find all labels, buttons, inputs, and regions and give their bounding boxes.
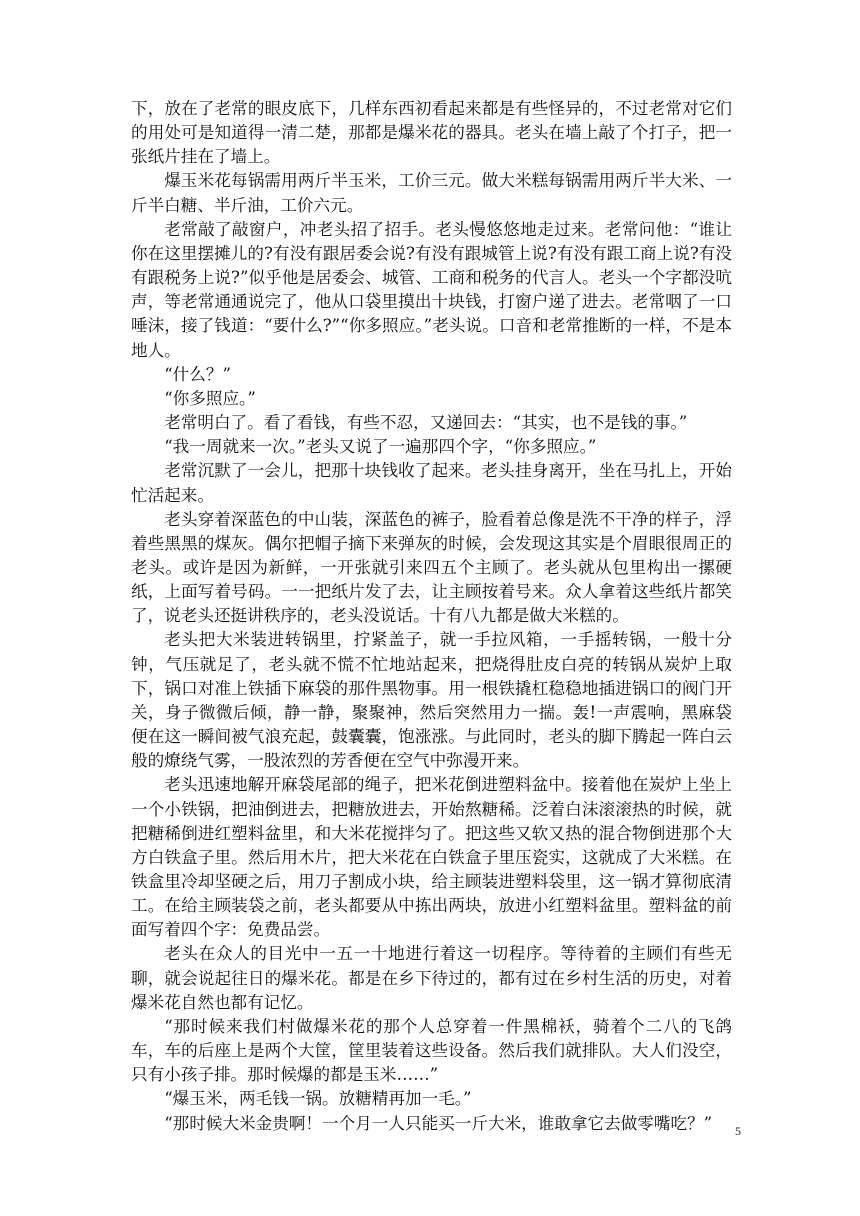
paragraph: 老头穿着深蓝色的中山装，深蓝色的裤子，脸看着总像是洗不干净的样子，浮着些黑黑的煤灰。偶尔把帽子摘下来弹灰的时候，会发现这其实是个眉眼很周正的老头。或许是因为新鲜，一开张就引来四五个主顾了。老头就从包里构出一摞硬纸，上面写着号码。一一把纸片发了去，让主顾按着号来。众人拿着这些纸片都笑了，说老头还挺讲秩序的，老头没说话。十有八九都是做大米糕的。: [131, 509, 732, 626]
paragraph: “那时候来我们村做爆米花的那个人总穿着一件黑棉袄，骑着个二八的飞鸽车，车的后座上是两个大筐，筐里装着这些设备。然后我们就排队。大人们没空，只有小孩子排。那时候爆的都是玉米……”: [131, 1016, 732, 1085]
paragraph: 老常敲了敲窗户，冲老头招了招手。老头慢悠悠地走过来。老常问他：“谁让你在这里摆摊儿的?有没有跟居委会说?有没有跟城管上说?有没有跟工商上说?有没有跟税务上说?”似乎他是居委会、城管、工商和税务的代言人。老头一个字都没吭声，等老常通通说完了，他从口袋里摸出十块钱，打窗户递了进去。老常咽了一口唾沫，接了钱道：“要什么?”“你多照应。”老头说。口音和老常推断的一样，不是本地人。: [131, 219, 732, 360]
paragraph: 老头迅速地解开麻袋尾部的绳子，把米花倒进塑料盆中。接着他在炭炉上坐上一个小铁锅，把油倒进去，把糖放进去，开始熬糖稀。泛着白沫滚滚热的时候，就把糖稀倒进红塑料盆里，和大米花搅拌匀了。把这些又软又热的混合物倒进那个大方白铁盒子里。然后用木片，把大米花在白铁盒子里压瓷实，这就成了大米糕。在铁盒里冷却坚硬之后，用刀子割成小块，给主顾装进塑料袋里，这一锅才算彻底清工。在给主顾装袋之前，老头都要从中拣出两块，放进小红塑料盆里。塑料盆的前面写着四个字：免费品尝。: [131, 775, 732, 940]
paragraph: 老常明白了。看了看钱，有些不忍，又递回去：“其实，也不是钱的事。”: [164, 413, 688, 433]
paragraph: 爆玉米花每锅需用两斤半玉米，工价三元。做大米糕每锅需用两斤半大米、一斤半白糖、半斤油，工价六元。: [131, 171, 732, 215]
body-text: [131, 97, 732, 1136]
paragraph: “什么？”: [164, 364, 231, 384]
paragraph: “我一周就来一次。”老头又说了一遍那四个字，“你多照应。”: [164, 437, 597, 457]
paragraph: “爆玉米，两毛钱一锅。放糖精再加一毛。”: [164, 1089, 472, 1109]
paragraph: 老头在众人的目光中一五一十地进行着这一切程序。等待着的主顾们有些无聊，就会说起往日的爆米花。都是在乡下待过的，都有过在乡村生活的历史，对着爆米花自然也都有记忆。: [131, 944, 732, 1012]
paragraph: 老常沉默了一会儿，把那十块钱收了起来。老头挂身离开，坐在马扎上，开始忙活起来。: [131, 461, 732, 505]
paragraph: “你多照应。”: [164, 388, 256, 408]
paragraph: “那时候大米金贵啊！一个月一人只能买一斤大米，谁敢拿它去做零嘴吃？”: [164, 1113, 713, 1133]
page-number: 5: [735, 1124, 741, 1138]
paragraph: 下，放在了老常的眼皮底下，几样东西初看起来都是有些怪异的，不过老常对它们的用处可是知道得一清二楚，那都是爆米花的器具。老头在墙上敲了个打子，把一张纸片挂在了墙上。: [131, 99, 732, 167]
paragraph: 老头把大米装进转锅里，拧紧盖子，就一手拉风箱，一手摇转锅，一般十分钟，气压就足了，老头就不慌不忙地站起来，把烧得肚皮白亮的转锅从炭炉上取下，锅口对准上铁插下麻袋的那件黑物事。用一根铁撬杠稳稳地插进锅口的阀门开关，身子微微后倾，静一静，聚聚神，然后突然用力一揣。轰!一声震响，黑麻袋便在这一瞬间被气浪充起，鼓囊囊，饱涨涨。与此同时，老头的脚下腾起一阵白云般的燎绕气雾，一股浓烈的芳香便在空气中弥漫开来。: [131, 630, 732, 771]
